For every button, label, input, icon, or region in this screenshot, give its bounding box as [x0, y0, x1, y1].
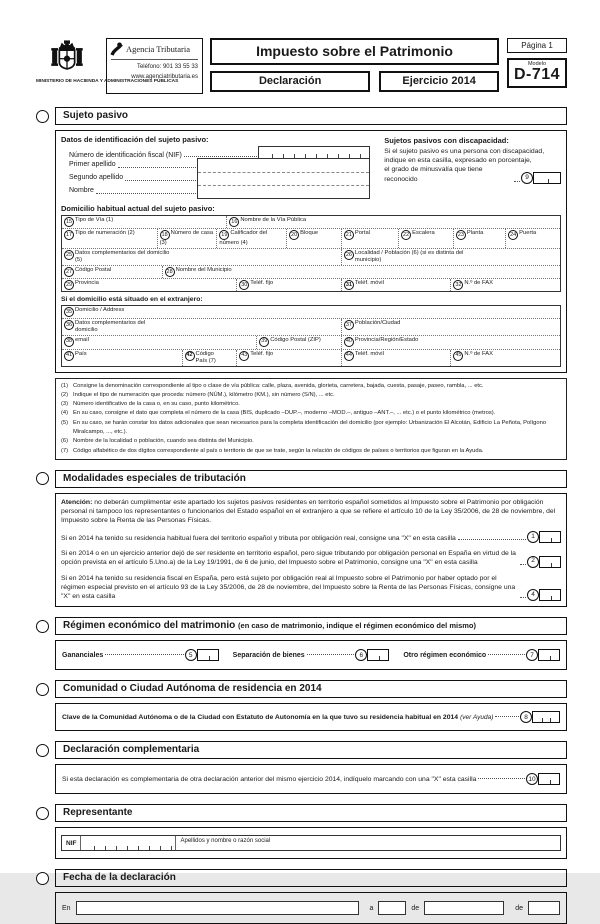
section-title-fecha: Fecha de la declaración — [63, 872, 176, 884]
casilla-7-number: 7 — [526, 649, 538, 661]
casilla-4-number: 4 — [527, 589, 539, 601]
footnote-text: Consigne la denominación correspondiente al tipo o clase de vía pública: calle, plaza, avenida, glorieta, carretera, bajada, cuesta, pasaje, paseo, rambla, ... etc. — [73, 382, 484, 389]
field-number: 19 — [219, 230, 229, 240]
agency-phone: Teléfono: 901 33 55 33 — [136, 64, 198, 70]
footnote-2 — [61, 391, 561, 400]
dotted-leader — [488, 654, 525, 655]
agency-box — [106, 38, 203, 94]
field-number: 15 — [64, 217, 74, 227]
model-label: Modelo — [527, 61, 547, 67]
corner-block — [507, 38, 567, 88]
tick-mark — [209, 656, 210, 660]
casilla-9-input[interactable] — [533, 172, 561, 184]
section-circle-icon — [36, 620, 49, 633]
dotted-leader — [118, 167, 196, 168]
section-header-comunidad — [36, 680, 567, 698]
fecha-mes-input[interactable] — [424, 901, 504, 915]
form-title: Impuesto sobre el Patrimonio — [256, 43, 453, 59]
footnote-text: Nombre de la localidad o población, cuando sea distinta del Municipio. — [73, 438, 254, 445]
field-label: Datos complementarios del domicilio — [75, 319, 146, 333]
casilla-8-input[interactable] — [532, 711, 560, 723]
footnote-5 — [61, 419, 561, 438]
tick-mark — [551, 596, 552, 600]
gananciales-label: Gananciales — [62, 651, 104, 659]
field-label: N.º de FAX — [464, 350, 493, 357]
nif-segment-ticks — [84, 846, 173, 850]
page-number-box — [507, 38, 567, 53]
field-label: Teléf. móvil — [354, 350, 384, 357]
casilla-10-number: 10 — [526, 773, 538, 785]
field-25-datos-complementarios[interactable] — [62, 249, 341, 265]
field-number: 20 — [289, 230, 299, 240]
section-title-regimen: Régimen económico del matrimonio — [63, 620, 236, 632]
apellido2-label: Segundo apellido — [69, 174, 124, 181]
comunidad-text-note: (ver Ayuda) — [460, 713, 494, 721]
abroad-heading: Si el domicilio está situado en el extranjero: — [61, 295, 203, 303]
modalidad-option-3 — [61, 574, 561, 602]
footnote-number: (4) — [61, 410, 69, 417]
form-header — [36, 38, 567, 94]
field-label: Puerta — [519, 230, 537, 236]
tick-mark — [542, 718, 543, 722]
fecha-de2-label: de — [515, 904, 523, 912]
fecha-a-label: a — [369, 904, 374, 912]
field-number: 44 — [344, 351, 354, 361]
footnote-text: En su caso, se harán constar los datos adicionales que sean necesarios para la completa identificación del domicilio (por ejemplo: Urbanización El Alcotán, Edificio La Peñota, Polígono Miralcampo, ..., etc.). — [73, 419, 547, 435]
name-fields-box — [197, 158, 370, 199]
casilla-5-number: 5 — [185, 649, 197, 661]
field-label: Tipo de Vía (1) — [75, 217, 114, 223]
title-block — [210, 38, 499, 92]
section-circle-icon — [36, 744, 49, 757]
comunidad-text: Clave de la Comunidad Autónoma o de la Ciudad con Estatuto de Autonomía en la que tuvo su residencia habitual en 2014 — [62, 713, 459, 721]
section-header-regimen — [36, 617, 567, 635]
footnote-6 — [61, 437, 561, 446]
field-17-tipo-numeracion[interactable] — [62, 229, 157, 248]
casilla-1[interactable] — [527, 531, 561, 543]
field-label: Provincia/Región/Estado — [354, 336, 419, 343]
dotted-leader — [105, 654, 183, 655]
casilla-1-number: 1 — [527, 531, 539, 543]
footnote-text: Código alfabético de dos dígitos correspondiente al país o territorio de que se trate, según la relación de códigos de países o territorios que figuran en la Ayuda. — [73, 447, 484, 454]
field-label: Número de casa (3) — [159, 230, 214, 246]
fecha-dia-input[interactable] — [378, 901, 406, 915]
field-number: 38 — [64, 337, 74, 347]
field-39-codigo-postal-zip[interactable] — [256, 336, 341, 349]
field-label: Calificador del número (4) — [219, 230, 268, 246]
tick-mark — [550, 656, 551, 660]
section-header-fecha — [36, 869, 567, 887]
fecha-anio-input[interactable] — [528, 901, 560, 915]
footnote-number: (3) — [61, 401, 69, 408]
section-circle-icon — [36, 110, 49, 123]
field-label: Bloque — [300, 230, 319, 236]
field-number: 32 — [453, 280, 463, 290]
modalidad-option-2 — [61, 549, 561, 567]
representante-row — [61, 835, 561, 851]
field-28-municipio[interactable] — [162, 266, 560, 278]
tick-mark — [550, 718, 551, 722]
section-header-sujeto-pasivo — [36, 107, 567, 125]
field-number: 42 — [185, 351, 195, 361]
exercise-label: Ejercicio 2014 — [402, 75, 476, 87]
field-19-calificador[interactable] — [216, 229, 286, 248]
dotted-leader — [184, 156, 257, 157]
field-label: Código País (7) — [195, 350, 216, 364]
regimen-gananciales — [62, 649, 219, 661]
section-circle-icon — [36, 807, 49, 820]
field-label: Escalera — [412, 230, 435, 236]
dotted-leader — [458, 539, 526, 540]
casilla-2-number: 2 — [527, 556, 539, 568]
tick-mark — [379, 656, 380, 660]
field-37-poblacion-ciudad[interactable] — [341, 319, 560, 335]
casilla-2-input[interactable] — [539, 556, 561, 568]
field-45-fax-ext[interactable] — [450, 350, 560, 366]
field-number: 16 — [229, 217, 239, 227]
field-label: Teléf. fijo — [250, 279, 274, 286]
field-number: 17 — [64, 230, 74, 240]
representante-nif-input[interactable] — [80, 836, 175, 850]
field-42-codigo-pais[interactable] — [182, 350, 237, 366]
declaration-box — [210, 71, 370, 92]
field-26-localidad[interactable] — [341, 249, 560, 265]
field-label: Nombre del Municipio — [175, 266, 232, 273]
field-31-telefono-movil[interactable] — [341, 279, 451, 291]
option-text: Si en 2014 ha tenido su residencia fiscal en España, pero está sujeto por obligación real al Impuesto sobre el Patrimonio por haber optado por el régimen especial previsto en el artículo 93 de la Ley 35/2006, de 28 de noviembre, del Impuesto sobre la Renta de las Personas Físicas, consigne una "X" en esta casilla — [61, 574, 516, 600]
field-38-email[interactable] — [62, 336, 256, 349]
footnote-text: Número identificativo de la casa o, en su caso, punto kilométrico. — [73, 401, 240, 408]
representante-nif-label: NIF — [66, 839, 77, 847]
agency-name: Agencia Tributaria — [126, 44, 190, 54]
fecha-box — [55, 892, 567, 924]
casilla-9-number: 9 — [521, 172, 533, 184]
dotted-leader — [125, 180, 196, 181]
footnote-4 — [61, 409, 561, 418]
field-number: 27 — [64, 267, 74, 277]
footnote-number: (6) — [61, 438, 69, 445]
regimen-otro — [403, 649, 560, 661]
casilla-10-input[interactable] — [538, 773, 560, 785]
otro-regimen-label: Otro régimen económico — [403, 651, 487, 659]
field-number: 26 — [344, 250, 354, 260]
casilla-1-input[interactable] — [539, 531, 561, 543]
agencia-tributaria-logo-icon — [111, 42, 124, 56]
separacion-label: Separación de bienes — [232, 651, 305, 659]
agency-website[interactable]: www.agenciatributaria.es — [131, 73, 198, 80]
attention-label: Atención: — [61, 498, 93, 506]
casilla-6-input[interactable] — [367, 649, 389, 661]
section-circle-icon — [36, 872, 49, 885]
modalidades-box — [55, 493, 567, 607]
representante-box — [55, 827, 567, 859]
footnote-number: (7) — [61, 447, 69, 454]
footnote-number: (2) — [61, 391, 69, 398]
exercise-box — [379, 71, 499, 92]
section-title-complementaria: Declaración complementaria — [63, 744, 200, 756]
footnote-7 — [61, 447, 561, 456]
field-number: 29 — [64, 280, 74, 290]
field-18-numero-casa[interactable] — [157, 229, 217, 248]
field-number: 36 — [64, 320, 74, 330]
field-label: Datos complementarios del domicilio (5) — [75, 249, 170, 263]
casilla-8-number: 8 — [520, 711, 532, 723]
dotted-leader — [520, 597, 526, 598]
domicile-heading: Domicilio habitual actual del sujeto pasivo: — [61, 204, 215, 213]
casilla-7-input[interactable] — [538, 649, 560, 661]
section-header-modalidades — [36, 470, 567, 488]
casilla-2[interactable] — [527, 556, 561, 568]
field-label: Nombre de la Vía Pública — [240, 217, 307, 223]
attention-text: no deberán cumplimentar este apartado los sujetos pasivos residentes en territorio español sometidos al Impuesto sobre el Patrimonio por obligación personal ni tampoco los representantes o funcionarios del Estado español en el extranjero a que se refiere el artículo 10 de la Ley 35/2006, de 28 de noviembre, del Impuesto sobre la Renta de las Personas Físicas. — [61, 498, 556, 525]
dotted-leader — [514, 181, 520, 182]
footnotes-box — [55, 378, 567, 460]
casilla-7[interactable] — [526, 649, 560, 661]
field-number: 41 — [64, 351, 74, 361]
field-number: 35 — [64, 307, 74, 317]
field-label: País — [75, 350, 87, 357]
fecha-lugar-input[interactable] — [76, 901, 359, 915]
field-label: email — [75, 336, 89, 343]
field-number: 18 — [160, 230, 170, 240]
field-number: 25 — [64, 250, 74, 260]
form-title-box — [210, 38, 499, 65]
model-box — [507, 58, 567, 88]
casilla-10[interactable] — [526, 773, 560, 785]
section-circle-icon — [36, 472, 49, 485]
casilla-4[interactable] — [527, 589, 561, 601]
field-number: 40 — [344, 337, 354, 347]
field-30-telefono-fijo[interactable] — [236, 279, 341, 291]
tick-mark — [550, 780, 551, 784]
field-number: 37 — [344, 320, 354, 330]
field-24-puerta[interactable] — [505, 229, 560, 248]
field-15-tipo-via[interactable] — [62, 216, 226, 228]
section-header-complementaria — [36, 741, 567, 759]
fecha-en-label: En — [62, 904, 71, 912]
domicile-grid — [61, 215, 561, 292]
section-title-modalidades: Modalidades especiales de tributación — [63, 472, 246, 484]
disability-text-line2: indique en esta casilla, expresado en porcentaje, — [384, 157, 532, 165]
field-number: 39 — [259, 337, 269, 347]
field-number: 21 — [344, 230, 354, 240]
regimen-box — [55, 640, 567, 670]
field-43-telefono-fijo-ext[interactable] — [236, 350, 341, 366]
footnote-number: (5) — [61, 419, 69, 426]
id-heading: Datos de identificación del sujeto pasivo: — [61, 135, 209, 144]
dotted-leader — [495, 716, 519, 717]
field-label: Teléf. fijo — [250, 350, 274, 357]
ministry-name: MINISTERIO DE HACIENDA Y ADMINISTRACIONES PÚBLICAS — [36, 79, 179, 84]
section-title-regimen-note: (en caso de matrimonio, indique el régimen económico del mismo) — [238, 621, 477, 631]
model-code: D-714 — [513, 66, 561, 83]
field-label: Código Postal (ZIP) — [270, 336, 321, 343]
comunidad-box — [55, 703, 567, 731]
section-header-representante — [36, 804, 567, 822]
field-number: 24 — [508, 230, 518, 240]
representante-name-label: Apellidos y nombre o razón social — [180, 838, 271, 845]
complementaria-text: Si esta declaración es complementaria de otra declaración anterior del mismo ejercicio 2014, indíquelo marcando con una "X" esta casilla — [62, 775, 477, 783]
field-number: 31 — [344, 280, 354, 290]
field-35-domicilio-address[interactable] — [62, 306, 560, 318]
field-40-provincia-region-estado[interactable] — [341, 336, 560, 349]
field-29-provincia[interactable] — [62, 279, 236, 291]
form-subtitle: Declaración — [258, 75, 322, 87]
casilla-5[interactable] — [185, 649, 219, 661]
field-20-bloque[interactable] — [286, 229, 341, 248]
representante-name-input[interactable] — [175, 836, 560, 850]
section-title-sujeto-pasivo: Sujeto pasivo — [63, 110, 129, 121]
apellido2-input[interactable] — [198, 172, 369, 185]
field-16-nombre-via[interactable] — [226, 216, 560, 228]
abroad-grid — [61, 305, 561, 367]
field-number: 22 — [401, 230, 411, 240]
nombre-label: Nombre — [69, 187, 94, 194]
field-36-datos-complementarios-ext[interactable] — [62, 319, 341, 335]
casilla-9[interactable] — [521, 172, 561, 184]
field-label: Planta — [466, 230, 484, 236]
casilla-8[interactable] — [520, 711, 560, 723]
casilla-6-number: 6 — [355, 649, 367, 661]
field-label: Tipo de numeración (2) — [75, 230, 135, 236]
footnote-text: En su caso, consigne el dato que completa el número de la casa (BIS, duplicado –DUP.–, moderno –MOD.–, antiguo –ANT.–, ... etc.) o el punto kilométrico (metros). — [73, 410, 496, 417]
field-label: Población/Ciudad — [354, 319, 401, 326]
field-44-telefono-movil-ext[interactable] — [341, 350, 451, 366]
apellido1-label: Primer apellido — [69, 161, 116, 168]
footnote-3 — [61, 400, 561, 409]
field-number: 43 — [239, 351, 249, 361]
footnote-1 — [61, 382, 561, 391]
modalidad-option-1 — [61, 531, 561, 543]
regimen-separacion — [233, 649, 390, 661]
field-label: N.º de FAX — [464, 279, 493, 286]
field-32-fax[interactable] — [450, 279, 560, 291]
field-number: 23 — [456, 230, 466, 240]
field-21-portal[interactable] — [341, 229, 398, 248]
nombre-input[interactable] — [198, 185, 369, 198]
field-label: Teléf. móvil — [354, 279, 384, 286]
casilla-4-input[interactable] — [539, 589, 561, 601]
nif-segment-ticks — [262, 154, 367, 158]
disability-heading: Sujetos pasivos con discapacidad: — [384, 136, 509, 145]
footnote-number: (1) — [61, 382, 69, 389]
field-23-planta[interactable] — [453, 229, 505, 248]
tick-mark — [551, 538, 552, 542]
field-label: Portal — [354, 230, 370, 236]
dotted-leader — [478, 778, 525, 779]
casilla-5-input[interactable] — [197, 649, 219, 661]
field-label: Localidad / Población (6) (si es distinta del municipio) — [354, 249, 464, 263]
apellido1-input[interactable] — [198, 159, 369, 172]
field-22-escalera[interactable] — [398, 229, 453, 248]
field-label: Provincia — [75, 279, 99, 286]
field-41-pais[interactable] — [62, 350, 182, 366]
option-text: Si en 2014 o en un ejercicio anterior dejó de ser residente en territorio español, pero sigue tributando por obligación personal en España en virtud de la opción prevista en el artículo 5.Uno.a) de la Ley 19/1991, de 6 de junio, del Impuesto sobre el Patrimonio, consigne una "X" en esta casilla — [61, 550, 516, 567]
nif-label: Número de identificación fiscal (NIF) — [69, 152, 182, 159]
disability-text-line1: Si el sujeto pasivo es una persona con discapacidad, — [384, 148, 545, 155]
casilla-6[interactable] — [355, 649, 389, 661]
coat-of-arms-icon — [50, 40, 84, 74]
nif-input[interactable] — [258, 146, 370, 159]
page-number: Página 1 — [521, 41, 553, 50]
tick-mark — [551, 563, 552, 567]
field-number: 45 — [453, 351, 463, 361]
fecha-de-label: de — [411, 904, 420, 912]
field-27-codigo-postal[interactable] — [62, 266, 162, 278]
dotted-leader — [307, 654, 355, 655]
field-label: Domicilio / Address — [75, 306, 125, 313]
section-circle-icon — [36, 683, 49, 696]
dotted-leader — [96, 193, 196, 194]
tick-mark — [548, 179, 549, 183]
field-number: 28 — [165, 267, 175, 277]
field-number: 30 — [239, 280, 249, 290]
section-title-comunidad: Comunidad o Ciudad Autónoma de residencia en 2014 — [63, 683, 322, 695]
disability-text-line3: el grado de minusvalía que tiene reconocido — [384, 166, 483, 183]
section-title-representante: Representante — [63, 807, 133, 819]
complementaria-box — [55, 764, 567, 794]
dotted-leader — [520, 564, 526, 565]
field-label: Código Postal — [75, 266, 112, 273]
attention-note — [61, 498, 561, 526]
sujeto-pasivo-box — [55, 130, 567, 373]
footnote-text: Indique el tipo de numeración que proceda: número (NÚM.), kilómetro (KM.), sin número (S/N), ... etc. — [73, 391, 335, 398]
option-text: Si en 2014 ha tenido su residencia habitual fuera del territorio español y tributa por obligación real, consigne una "X" en esta casilla — [61, 535, 456, 543]
